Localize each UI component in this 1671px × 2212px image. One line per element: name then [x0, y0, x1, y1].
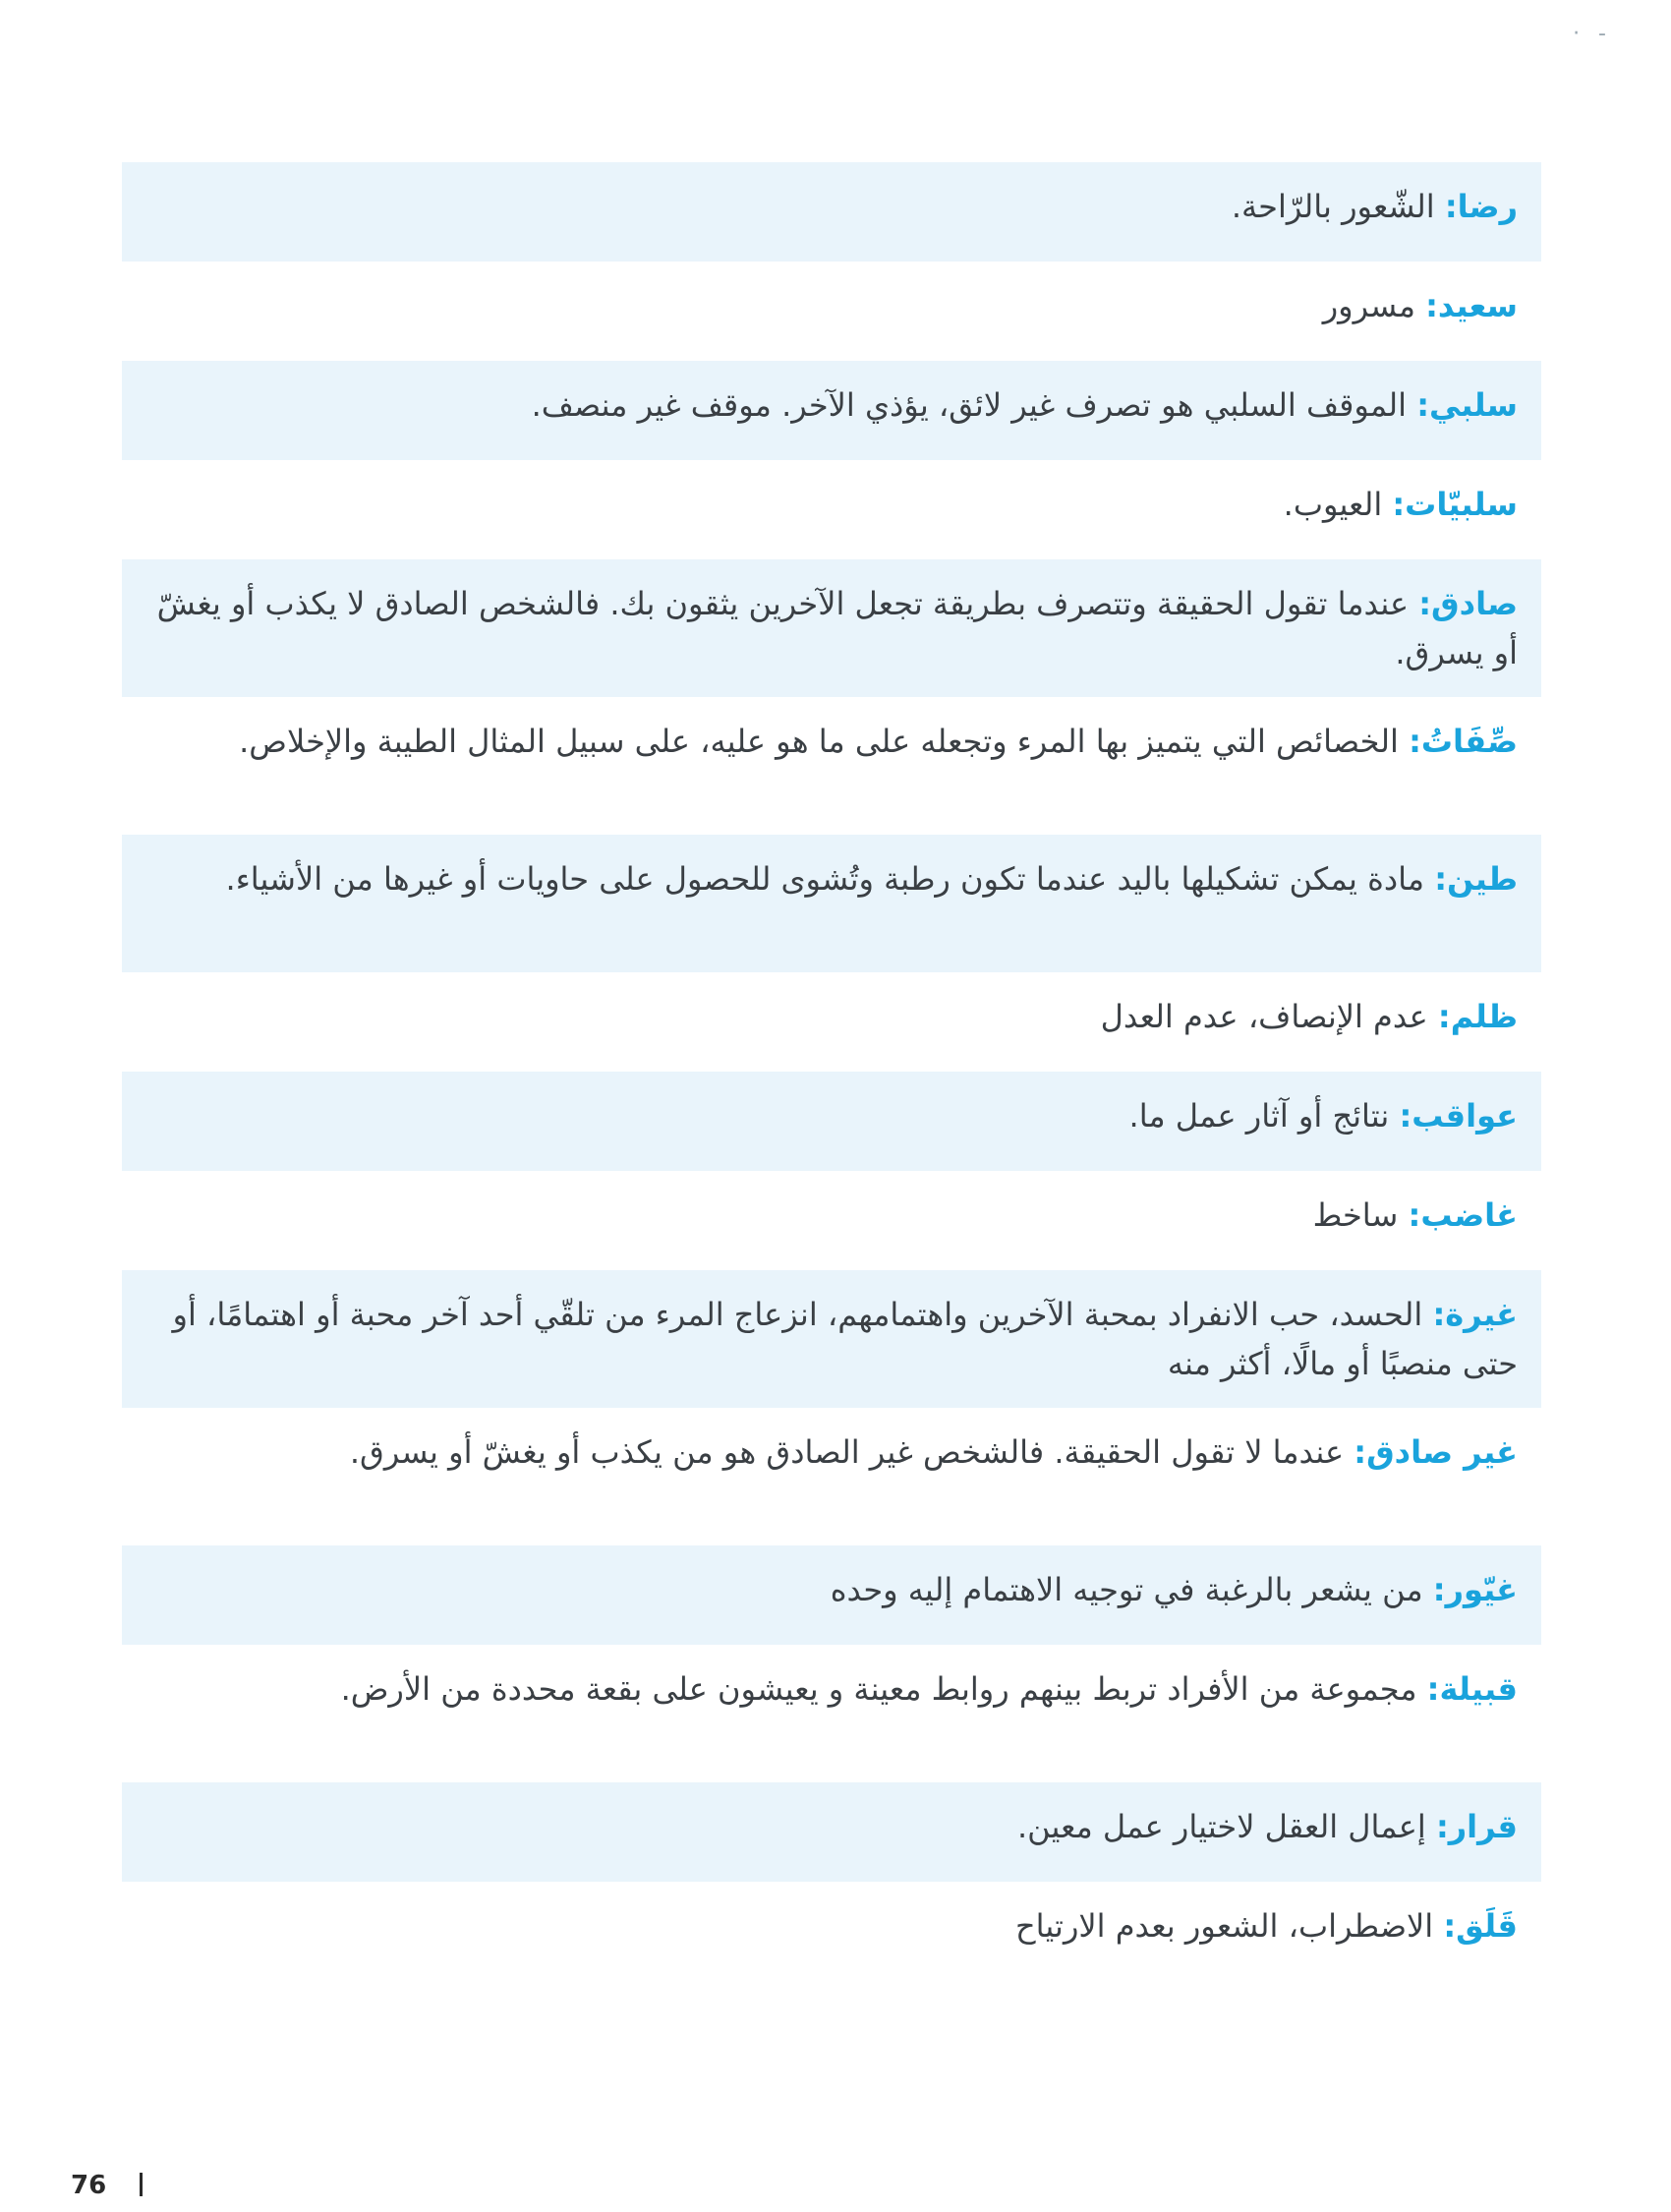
glossary-entry [122, 1072, 1541, 1171]
glossary-entry [122, 262, 1541, 361]
glossary-entry [122, 972, 1541, 1072]
glossary-entry [122, 559, 1541, 697]
entry-term: قَلَق: [1443, 1907, 1518, 1945]
entry-term: قرار: [1435, 1808, 1518, 1845]
glossary-list [122, 162, 1541, 1981]
entry-definition: من يشعر بالرغبة في توجيه الاهتمام إليه وحده [830, 1571, 1423, 1608]
corner-mark: · - [1573, 22, 1612, 46]
entry-term: غير صادق: [1354, 1433, 1518, 1471]
entry-definition: عدم الإنصاف، عدم العدل [1100, 998, 1428, 1035]
glossary-entry [122, 1545, 1541, 1645]
entry-definition: مادة يمكن تشكيلها باليد عندما تكون رطبة وتُشوى للحصول على حاويات أو غيرها من الأشياء. [225, 860, 1425, 898]
entry-term: رضا: [1444, 188, 1518, 225]
glossary-entry [122, 460, 1541, 559]
entry-definition: الخصائص التي يتميز بها المرء وتجعله على ما هو عليه، على سبيل المثال الطيبة والإخلاص. [239, 723, 1399, 760]
entry-term: قبيلة: [1426, 1670, 1518, 1708]
glossary-entry [122, 1171, 1541, 1270]
entry-definition: ساخط [1312, 1196, 1399, 1234]
glossary-entry [122, 835, 1541, 972]
entry-definition: نتائج أو آثار عمل ما. [1128, 1097, 1390, 1135]
entry-definition: مسرور [1322, 287, 1415, 324]
entry-definition: مجموعة من الأفراد تربط بينهم روابط معينة و يعيشون على بقعة محددة من الأرض. [340, 1670, 1417, 1708]
entry-term: سلبي: [1416, 386, 1518, 424]
entry-term: ظلم: [1437, 998, 1518, 1035]
glossary-entry [122, 162, 1541, 262]
glossary-entry [122, 1270, 1541, 1408]
entry-term: سلبيّات: [1392, 486, 1518, 523]
entry-term: غيرة: [1432, 1296, 1518, 1333]
glossary-entry [122, 361, 1541, 460]
entry-definition: إعمال العقل لاختيار عمل معين. [1016, 1808, 1426, 1845]
entry-term: غيّور: [1432, 1571, 1518, 1608]
glossary-entry [122, 1645, 1541, 1782]
entry-term: صادق: [1418, 585, 1518, 622]
entry-definition: العيوب. [1283, 486, 1383, 523]
entry-definition: عندما تقول الحقيقة وتتصرف بطريقة تجعل الآخرين يثقون بك. فالشخص الصادق لا يكذب أو يغشّ أو يسرق. [156, 585, 1518, 671]
entry-definition: الموقف السلبي هو تصرف غير لائق، يؤذي الآخر. موقف غير منصف. [531, 386, 1408, 424]
glossary-entry [122, 1782, 1541, 1882]
page-number-divider [140, 2173, 143, 2196]
entry-term: عواقب: [1399, 1097, 1518, 1135]
glossary-entry [122, 1882, 1541, 1981]
entry-definition: الحسد، حب الانفراد بمحبة الآخرين واهتمامهم، انزعاج المرء من تلقّي أحد آخر محبة أو اهتمامًا، أو حتى منصبًا أو مالًا، أكثر منه [172, 1296, 1518, 1382]
entry-term: سعيد: [1425, 287, 1518, 324]
entry-definition: الشّعور بالرّاحة. [1231, 188, 1435, 225]
page-number: 76 [71, 2171, 107, 2200]
entry-term: طين: [1434, 860, 1518, 898]
entry-term: صِّفَاتُ: [1409, 723, 1518, 760]
glossary-entry [122, 1408, 1541, 1545]
entry-term: غاضب: [1408, 1196, 1518, 1234]
glossary-entry [122, 697, 1541, 835]
entry-definition: الاضطراب، الشعور بعدم الارتياح [1014, 1907, 1434, 1945]
entry-definition: عندما لا تقول الحقيقة. فالشخص غير الصادق هو من يكذب أو يغشّ أو يسرق. [349, 1433, 1345, 1471]
